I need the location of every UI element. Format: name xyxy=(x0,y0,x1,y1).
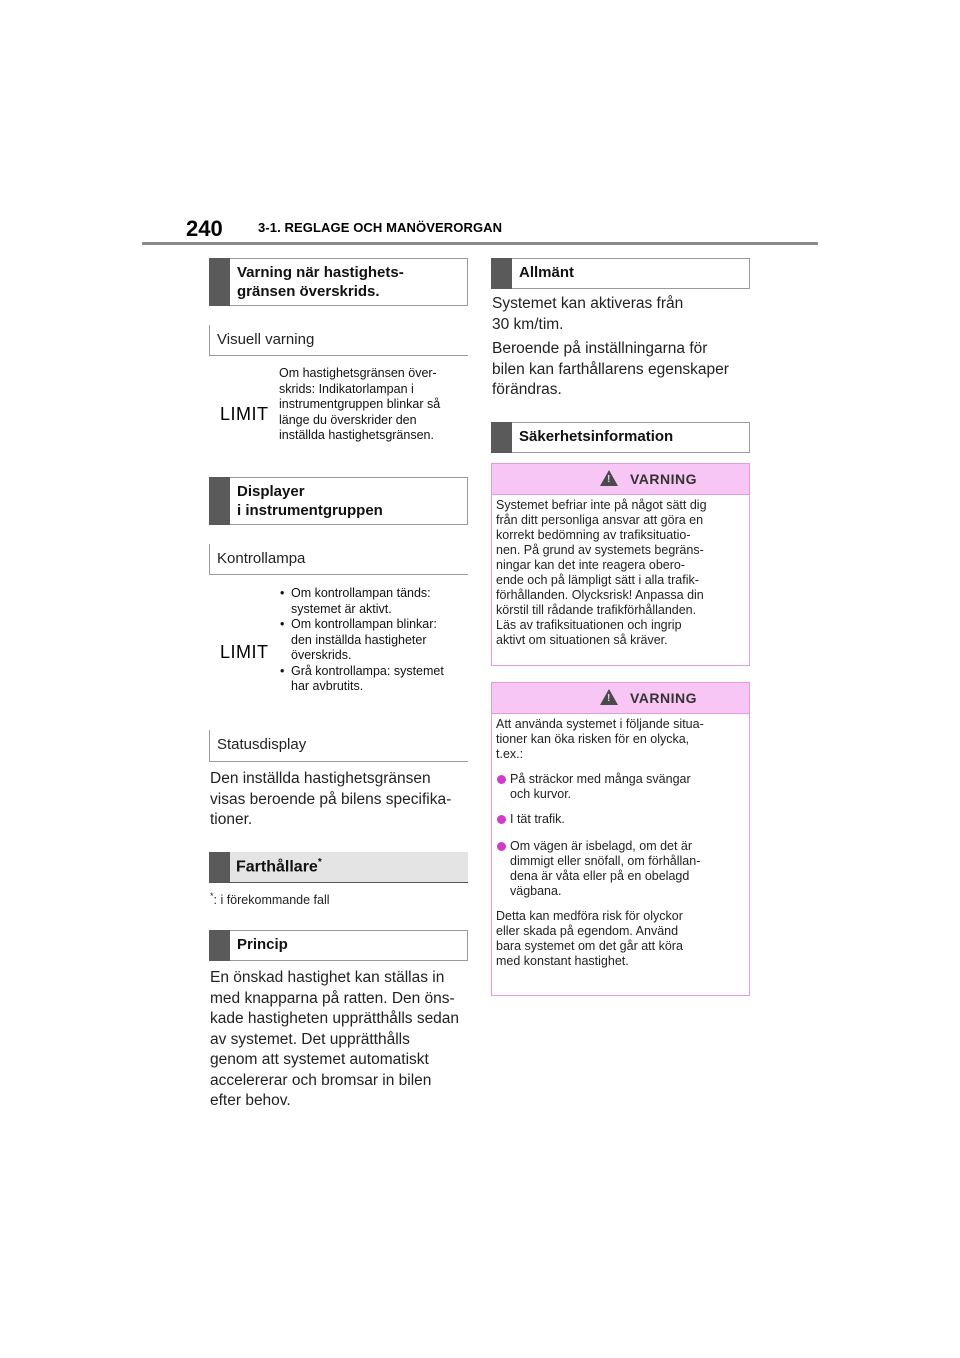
footnote-text: : i förekommande fall xyxy=(213,893,330,908)
page-number: 240 xyxy=(186,216,223,241)
limit-indicator-icon: LIMIT xyxy=(220,642,269,662)
indicator-label: Kontrollampa xyxy=(209,544,468,575)
visual-warning-label: Visuell varning xyxy=(209,325,468,356)
footnote-mark: * xyxy=(317,857,322,868)
warning-intro: Att använda systemet i följande situa- tioner kan öka risken för en olycka, t.ex.: xyxy=(496,717,704,761)
bullet-dot-icon xyxy=(497,815,506,824)
warning-header xyxy=(492,683,749,714)
warning-heading-box xyxy=(209,258,468,306)
principle-text: En önskad hastighet kan ställas in med knapparna på ratten. Den öns- kade hastigheten upprätthålls sedan av systemet. Det upprätthålls genom att systemet automatiskt accelererar och bromsar in bilen efter behov. xyxy=(210,969,460,1109)
list-item: • Grå kontrollampa: systemet har avbrutits. xyxy=(279,664,469,695)
displays-heading: Displayer i instrumentgruppen xyxy=(237,483,383,519)
list-item xyxy=(496,772,745,802)
list-item-text: På sträckor med många svängar och kurvor. xyxy=(510,772,691,801)
heading-bar xyxy=(209,477,230,525)
section-title: 3-1. REGLAGE OCH MANÖVERORGAN xyxy=(258,220,503,235)
warning-label: VARNING xyxy=(630,690,698,706)
heading-bar xyxy=(209,930,230,961)
list-item: • Om kontrollampan tänds: systemet är aktivt. xyxy=(279,586,469,617)
bullet-dot-icon xyxy=(497,775,506,784)
limit-indicator-icon: LIMIT xyxy=(220,404,269,424)
warning-label: VARNING xyxy=(630,471,698,487)
principle-heading-box xyxy=(209,930,468,961)
warning-heading: Varning när hastighets- gränsen överskrids. xyxy=(237,264,404,300)
warning-content xyxy=(496,717,745,969)
list-item xyxy=(496,812,745,827)
warning-text: Systemet befriar inte på något sätt dig från ditt personliga ansvar att göra en korrekt bedömning av trafiksituatio- nen. På grund av systemets begräns- ningar kan det inte reagera obero- ende och på lämpligt sätt i alla trafik- förhållanden. Olycksrisk! Anpassa din körstil till rådande trafikförhållanden. Läs av trafiksituationen och ingrip aktivt om situationen så kräver. xyxy=(496,498,707,647)
safety-heading-box xyxy=(491,422,750,453)
general-heading-box xyxy=(491,258,750,289)
status-display-label: Statusdisplay xyxy=(209,730,468,762)
warning-box-1 xyxy=(491,463,750,666)
heading-bar xyxy=(491,422,512,453)
cruise-control-heading xyxy=(236,857,322,876)
warning-outro: Detta kan medföra risk för olyckor eller skada på egendom. Använd bara systemet om det går att köra med konstant hastighet. xyxy=(496,909,683,968)
list-item: • Om kontrollampan blinkar: den inställda hastigheter överskrids. xyxy=(279,617,469,664)
list-item-text: I tät trafik. xyxy=(510,812,565,826)
safety-heading: Säkerhetsinformation xyxy=(519,428,674,445)
displays-heading-box xyxy=(209,477,468,525)
general-paragraph-2: Beroende på inställningarna för bilen kan farthållarens egenskaper förändras. xyxy=(492,340,729,398)
warning-header xyxy=(492,464,749,495)
heading-bar xyxy=(491,258,512,289)
indicator-bullet-list xyxy=(279,586,469,695)
general-paragraph-1: Systemet kan aktiveras från 30 km/tim. xyxy=(492,295,684,333)
exclamation-icon: ! xyxy=(607,693,611,704)
bullet-dot-icon xyxy=(497,842,506,851)
exclamation-icon: ! xyxy=(607,474,611,485)
general-heading: Allmänt xyxy=(519,264,575,281)
header-divider xyxy=(142,242,818,245)
list-item-text: Om vägen är isbelagd, om det är dimmigt eller snöfall, om förhållan- dena är våta eller på en obelagd vägbana. xyxy=(510,839,701,898)
footnote-mark: * xyxy=(210,891,214,901)
visual-warning-text: Om hastighetsgränsen över- skrids: Indikatorlampan i instrumentgruppen blinkar så länge du överskrider den inställda hastighetsgränsen. xyxy=(279,366,441,442)
principle-heading: Princip xyxy=(237,936,288,953)
heading-bar xyxy=(209,258,230,306)
status-display-text: Den inställda hastighetsgränsen visas beroende på bilens specifika- tioner. xyxy=(210,770,452,828)
cruise-control-heading-text: Farthållare xyxy=(236,858,318,876)
cruise-control-heading-box xyxy=(209,852,468,883)
heading-bar xyxy=(209,852,230,882)
warning-box-2 xyxy=(491,682,750,996)
list-item xyxy=(496,839,745,899)
footnote xyxy=(210,891,330,907)
